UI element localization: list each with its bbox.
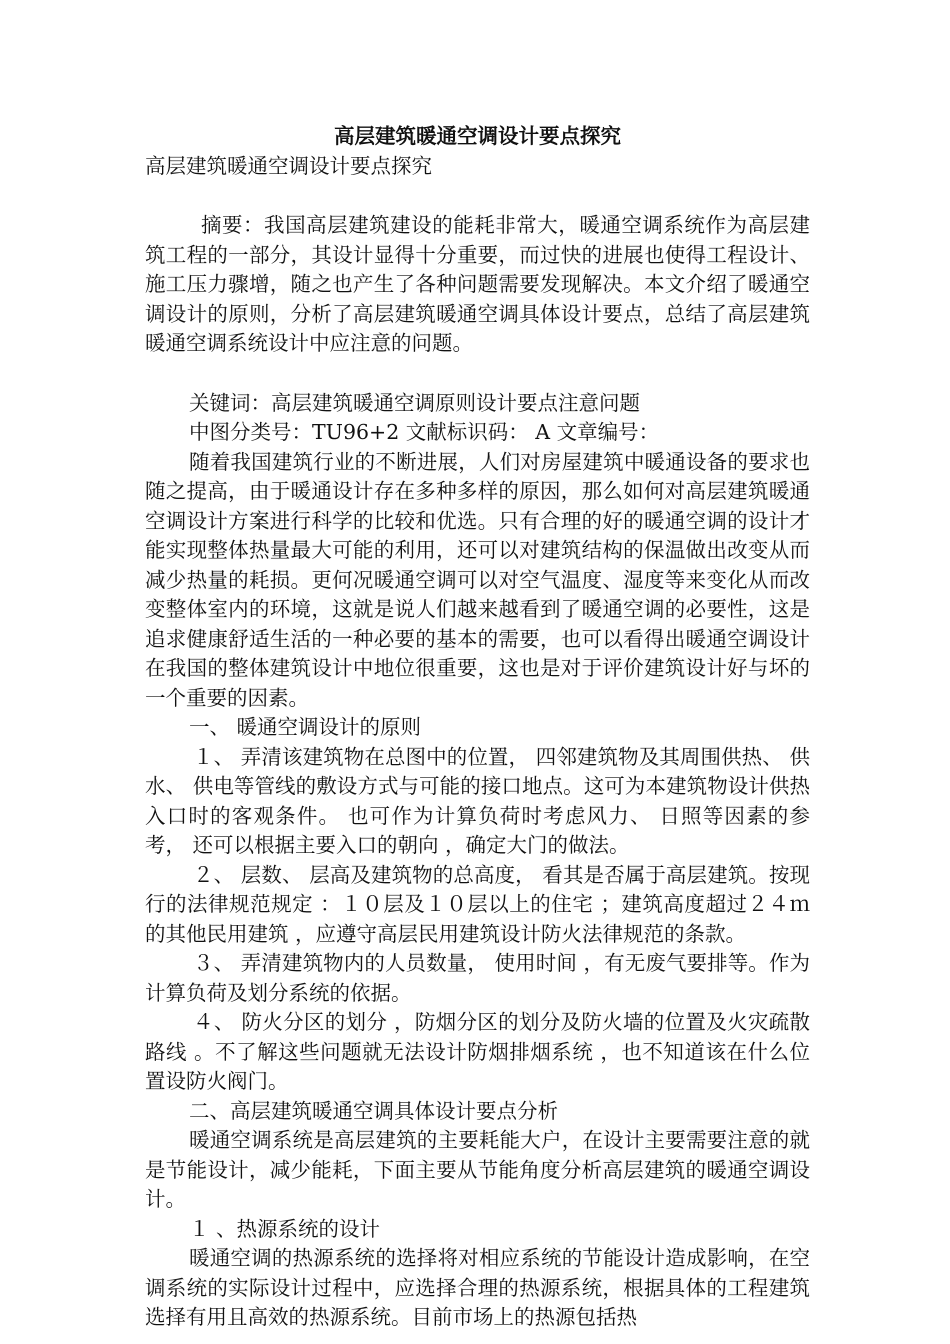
section-2-heading: 二、高层建筑暖通空调具体设计要点分析 — [189, 1098, 558, 1123]
principle-item-3: ３、 弄清建筑物内的人员数量， 使用时间 ，有无废气要排等。作为计算负荷及划分系统的依据。 — [145, 951, 810, 1005]
document-subtitle: 高层建筑暖通空调设计要点探究 — [145, 153, 432, 178]
principle-item-4: ４、 防火分区的划分 ，防烟分区的划分及防火墙的位置及火灾疏散路线 。不了解这些问题就无法设计防烟排烟系统 ，也不知道该在什么位置设防火阀门。 — [145, 1010, 810, 1093]
section-2-intro: 暖通空调系统是高层建筑的主要耗能大户，在设计主要需要注意的就是节能设计，减少能耗，下面主要从节能角度分析高层建筑的暖通空调设计。 — [145, 1128, 810, 1211]
subsection-1-paragraph: 暖通空调的热源系统的选择将对相应系统的节能设计造成影响，在空调系统的实际设计过程中，应选择合理的热源系统，根据具体的工程建筑选择有用且高效的热源系统。目前市场上的热源包括热 — [145, 1246, 810, 1329]
classification-line: 中图分类号：TU96+2 文献标识码： A 文章编号： — [189, 420, 660, 444]
principle-item-2: ２、 层数、 层高及建筑物的总高度， 看其是否属于高层建筑。按现行的法律规范规定 ：１０层及１０层以上的住宅 ；建筑高度超过２４ｍ的其他民用建筑 ，应遵守高层民用建筑设计防火法律规范的条款。 — [145, 862, 810, 946]
intro-paragraph: 随着我国建筑行业的不断进展，人们对房屋建筑中暖通设备的要求也随之提高，由于暖通设计存在多种多样的原因，那么如何对高层建筑暖通空调设计方案进行科学的比较和优选。只有合理的好的暖通空调的设计才能实现整体热量最大可能的利用，还可以对建筑结构的保温做出改变从而减少热量的耗损。更何况暖通空调可以对空气温度、湿度等来变化从而改变整体室内的环境，这就是说人们越来越看到了暖通空调的必要性，这是追求健康舒适生活的一种必要的基本的需要，也可以看得出暖通空调设计在我国的整体建筑设计中地位很重要，这也是对于评价建筑设计好与坏的一个重要的因素。 — [145, 449, 810, 710]
keywords-line: 关键词：高层建筑暖通空调原则设计要点注意问题 — [189, 390, 640, 415]
document-body — [145, 122, 810, 1333]
abstract-paragraph: 摘要：我国高层建筑建设的能耗非常大，暖通空调系统作为高层建筑工程的一部分，其设计显得十分重要，而过快的进展也使得工程设计、施工压力骤增，随之也产生了各种问题需要发现解决。本文介绍了暖通空调设计的原则，分析了高层建筑暖通空调具体设计要点，总结了高层建筑暖通空调系统设计中应注意的问题。 — [145, 213, 810, 355]
section-1-heading: 一、 暖通空调设计的原则 — [189, 715, 422, 739]
principle-item-1: １、 弄清该建筑物在总图中的位置， 四邻建筑物及其周围供热、 供水、 供电等管线的敷设方式与可能的接口地点。这可为本建筑物设计供热入口时的客观条件。 也可作为计算负荷时考虑风力、 日照等因素的参考， 还可以根据主要入口的朝向 ，确定大门的做法。 — [145, 744, 810, 857]
document-title: 高层建筑暖通空调设计要点探究 — [334, 124, 621, 148]
subsection-1-heading: １ 、热源系统的设计 — [189, 1216, 381, 1241]
